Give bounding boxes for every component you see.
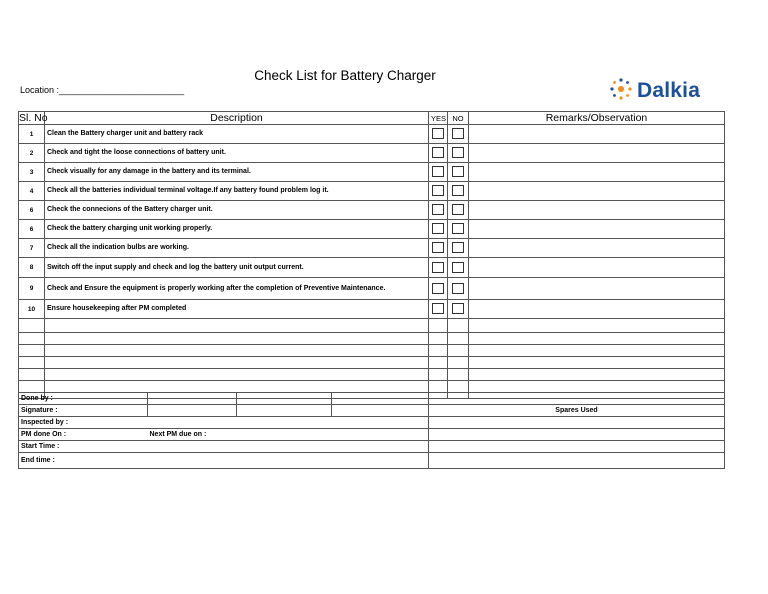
signoff-row [19,405,725,417]
row-description: Check all the batteries individual terminal voltage.If any battery found problem log it. [45,182,429,201]
signoff-row [19,429,725,441]
signoff-row [19,441,725,453]
table-row [19,163,725,182]
yes-checkbox[interactable] [432,223,444,234]
yes-checkbox[interactable] [432,147,444,158]
table-row [19,239,725,258]
yes-checkbox[interactable] [432,204,444,215]
end-time-label: End time : [19,453,429,469]
yes-checkbox[interactable] [432,166,444,177]
row-description: Check and Ensure the equipment is properly working after the completion of Preventive Maintenance. [45,278,429,300]
row-description: Clean the Battery charger unit and battery rack [45,125,429,144]
table-header [19,112,725,125]
row-description: Switch off the input supply and check and log the battery unit output current. [45,258,429,278]
signoff-row [19,453,725,469]
row-number: 3 [19,163,45,182]
row-description: Check all the indication bulbs are working. [45,239,429,258]
row-description: Check the connecions of the Battery charger unit. [45,201,429,220]
table-row [19,125,725,144]
table-row [19,220,725,239]
remarks-cell[interactable] [469,278,725,300]
row-description: Check and tight the loose connections of battery unit. [45,144,429,163]
row-number: 8 [19,258,45,278]
empty-row [19,319,725,333]
row-description: Check the battery charging unit working properly. [45,220,429,239]
table-row [19,278,725,300]
done-by-label: Done by : [19,393,148,405]
row-number: 4 [19,182,45,201]
signoff-row [19,417,725,429]
remarks-cell[interactable] [469,300,725,319]
table-row [19,258,725,278]
col-description: Description [45,112,429,125]
col-sl-no: Sl. No [19,112,48,124]
signature-label: Signature : [19,405,148,417]
spares-used-label: Spares Used [429,405,725,417]
no-checkbox[interactable] [452,242,464,253]
col-yes: YES [429,112,448,125]
start-time-label: Start Time : [19,441,429,453]
empty-row [19,333,725,345]
remarks-cell[interactable] [469,239,725,258]
col-no: NO [448,112,469,125]
next-pm-due-label: Next PM due on : [148,429,429,441]
row-number: 7 [19,239,45,258]
location-field: Location :_________________________ [20,85,185,95]
pm-done-on-label: PM done On : [19,429,148,441]
remarks-cell[interactable] [469,220,725,239]
signoff-row [19,393,725,405]
checklist-table [18,111,725,399]
remarks-cell[interactable] [469,144,725,163]
signoff-table [18,392,725,469]
row-number: 6 [19,201,45,220]
row-number: 2 [19,144,45,163]
remarks-cell[interactable] [469,125,725,144]
col-remarks: Remarks/Observation [469,112,725,125]
inspected-by-label: Inspected by : [19,417,429,429]
no-checkbox[interactable] [452,128,464,139]
no-checkbox[interactable] [452,166,464,177]
row-number: 10 [19,300,45,319]
yes-checkbox[interactable] [432,283,444,294]
no-checkbox[interactable] [452,262,464,273]
table-row [19,182,725,201]
remarks-cell[interactable] [469,258,725,278]
no-checkbox[interactable] [452,204,464,215]
row-description: Check visually for any damage in the battery and its terminal. [45,163,429,182]
dalkia-star-icon [609,77,633,106]
no-checkbox[interactable] [452,147,464,158]
no-checkbox[interactable] [452,283,464,294]
no-checkbox[interactable] [452,185,464,196]
page-title: Check List for Battery Charger [254,68,436,83]
table-row [19,201,725,220]
yes-checkbox[interactable] [432,185,444,196]
remarks-cell[interactable] [469,182,725,201]
table-row [19,300,725,319]
empty-row [19,345,725,357]
empty-row [19,357,725,369]
row-description: Ensure housekeeping after PM completed [45,300,429,319]
yes-checkbox[interactable] [432,242,444,253]
logo-text: Dalkia [637,79,701,102]
row-number: 1 [19,125,45,144]
remarks-cell[interactable] [469,201,725,220]
table-row [19,144,725,163]
no-checkbox[interactable] [452,303,464,314]
dalkia-logo [609,78,700,104]
yes-checkbox[interactable] [432,303,444,314]
yes-checkbox[interactable] [432,262,444,273]
yes-checkbox[interactable] [432,128,444,139]
remarks-cell[interactable] [469,163,725,182]
no-checkbox[interactable] [452,223,464,234]
row-number: 6 [19,220,45,239]
empty-row [19,369,725,381]
row-number: 9 [19,278,45,300]
